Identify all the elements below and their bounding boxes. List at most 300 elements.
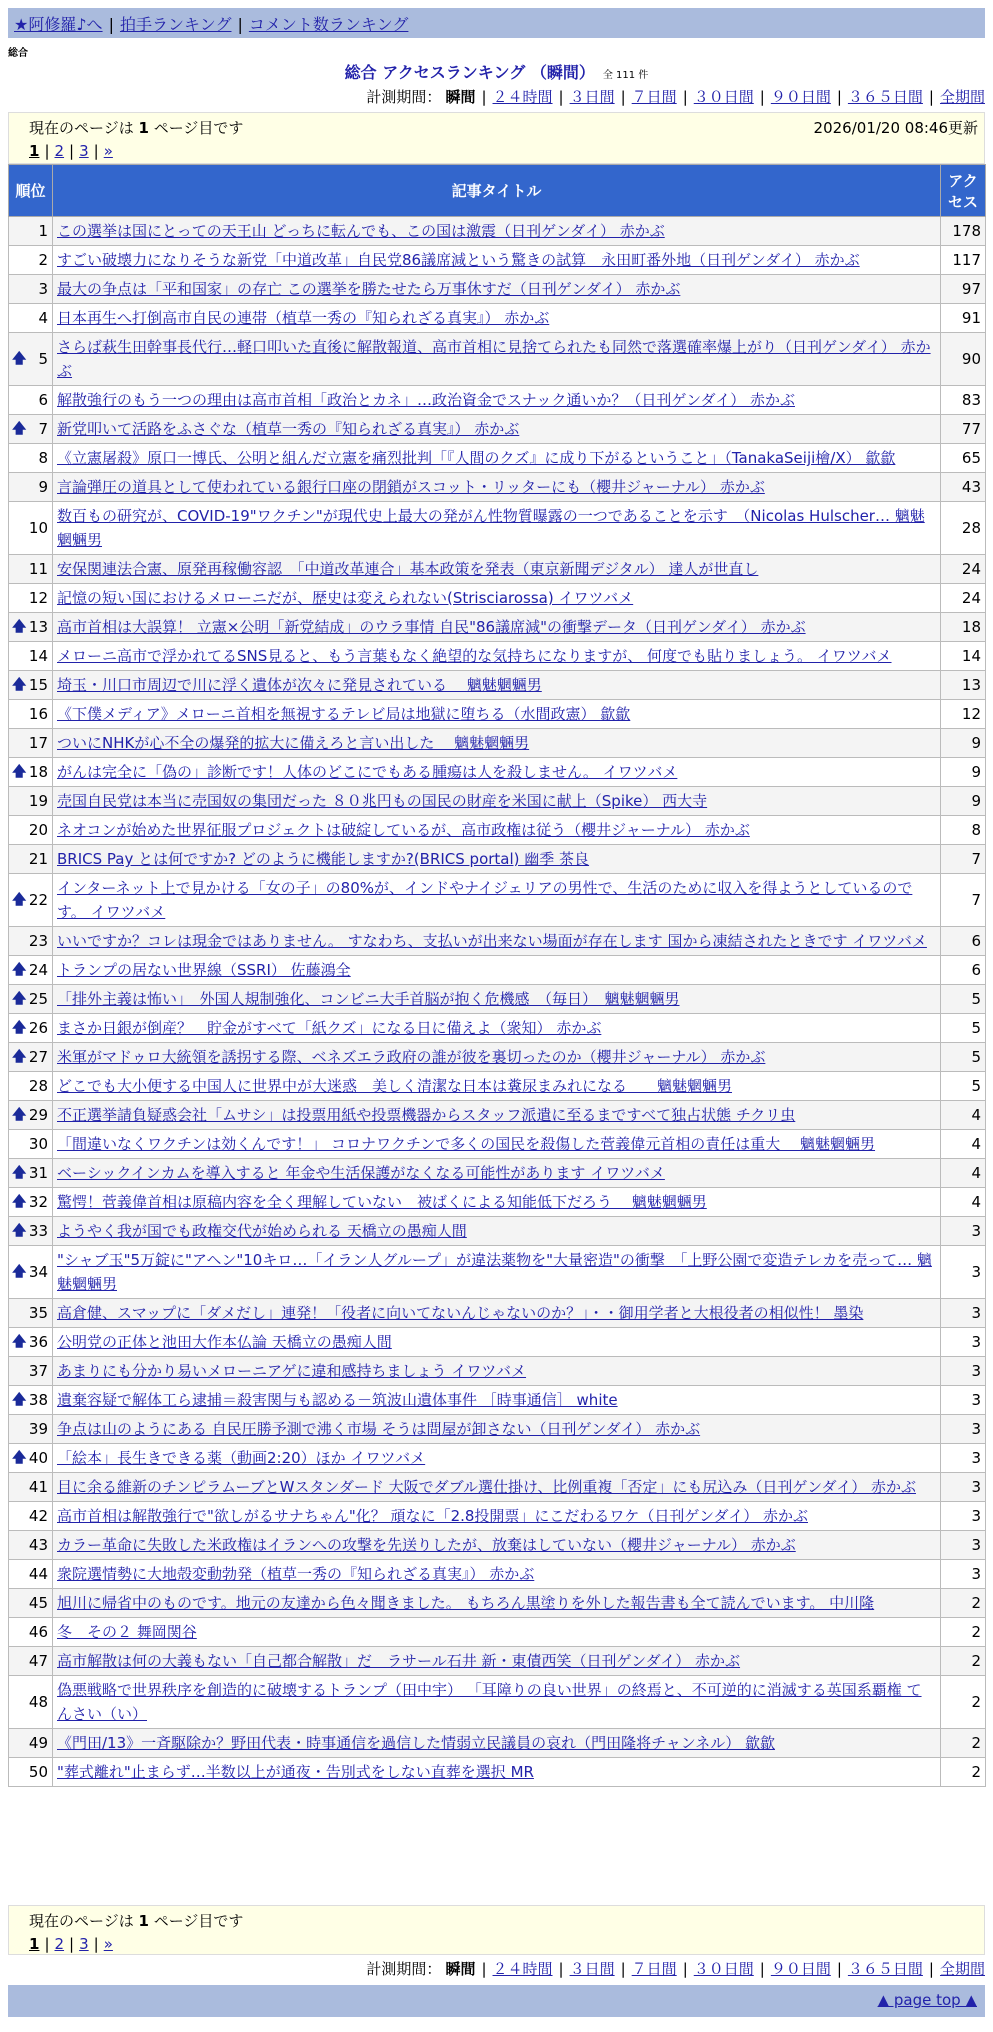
article-link[interactable]: インターネット上で見かける「女の子」の80%が、インドやナイジェリアの男性で、生活のために収入を得ようとしているのです。 イワツバメ: [57, 879, 913, 921]
page-current: 1: [29, 142, 40, 160]
access-count: 3: [941, 1357, 986, 1386]
rank-number: 48: [28, 1693, 48, 1711]
article-link[interactable]: 日本再生へ打倒高市自民の連帯（植草一秀の『知られざる真実』） 赤かぶ: [57, 309, 550, 327]
rank-number: 44: [28, 1565, 48, 1583]
access-count: 24: [941, 584, 986, 613]
rank-number: 45: [28, 1594, 48, 1612]
up-arrow-icon: 🡅: [12, 1223, 27, 1239]
table-row: [9, 642, 986, 671]
rank-cell: [9, 473, 53, 502]
period-option-link[interactable]: ７日間: [631, 1960, 677, 1978]
rank-cell: [9, 874, 53, 927]
table-row: [9, 1618, 986, 1647]
rank-cell: [9, 1014, 53, 1043]
rank-number: 37: [28, 1362, 48, 1380]
home-link[interactable]: ★阿修羅♪へ: [14, 15, 103, 34]
access-count: 3: [941, 1246, 986, 1299]
rank-number: 39: [28, 1420, 48, 1438]
up-arrow-icon: 🡅: [12, 1165, 27, 1181]
article-link[interactable]: 高倉健、スマップに「ダメだし」連発！「役者に向いてないんじゃないのか？」・・御用学者と大根役者の相似性！ 墨染: [57, 1304, 864, 1322]
rank-number: 8: [38, 449, 48, 467]
title-cell: [53, 758, 941, 787]
article-link[interactable]: 《門田/13》一斉駆除か？野田代表・時事通信を過信した情弱立民議員の哀れ（門田隆将チャンネル） 歙歙: [57, 1734, 776, 1752]
period-option-link[interactable]: 全期間: [939, 1960, 985, 1978]
rank-number: 18: [28, 763, 48, 781]
rank-cell: [9, 1043, 53, 1072]
title-cell: [53, 1444, 941, 1473]
pager-status: 現在のページは 1 ページ目です: [29, 1912, 244, 1930]
rank-cell: [9, 1357, 53, 1386]
access-count: 2: [941, 1758, 986, 1787]
table-row: [9, 584, 986, 613]
rank-number: 23: [28, 932, 48, 950]
title-cell: [53, 729, 941, 758]
article-link[interactable]: カラー革命に失敗した米政権はイランへの攻撃を先送りしたが、放棄はしていない（櫻井ジャーナル） 赤かぶ: [57, 1536, 796, 1554]
rank-cell: [9, 1386, 53, 1415]
title-cell: [53, 1188, 941, 1217]
article-link[interactable]: "葬式離れ"止まらず…半数以上が通夜・告別式をしない直葬を選択 MR: [57, 1763, 534, 1781]
up-arrow-icon: 🡅: [12, 1334, 27, 1350]
article-link[interactable]: 最大の争点は「平和国家」の存亡 この選挙を勝たせたら万事休すだ（日刊ゲンダイ） 赤かぶ: [57, 280, 681, 298]
access-count: 4: [941, 1159, 986, 1188]
ranking-title: 総合 アクセスランキング （瞬間）: [344, 63, 595, 82]
access-count: 4: [941, 1101, 986, 1130]
table-row: [9, 985, 986, 1014]
clap-ranking-link[interactable]: 拍手ランキング: [119, 15, 232, 34]
article-link[interactable]: 目に余る維新のチンピラムーブとWスタンダード 大阪でダブル選仕掛け、比例重複「否定」にも尻込み（日刊ゲンダイ） 赤かぶ: [57, 1478, 916, 1496]
article-link[interactable]: がんは完全に「偽の」診断です！人体のどこにでもある腫瘍は人を殺しません。 イワツバメ: [57, 763, 678, 781]
period-separator: |: [759, 88, 765, 106]
rank-cell: [9, 1299, 53, 1328]
rank-cell: [9, 1444, 53, 1473]
access-count: 3: [941, 1502, 986, 1531]
access-count: 77: [941, 415, 986, 444]
period-option-link[interactable]: ３日間: [569, 88, 615, 106]
table-row: [9, 1676, 986, 1729]
table-row: [9, 700, 986, 729]
table-row: [9, 1647, 986, 1676]
top-nav-bar: ★阿修羅♪へ | 拍手ランキング | コメント数ランキング: [8, 8, 985, 38]
table-row: [9, 874, 986, 927]
table-row: [9, 1188, 986, 1217]
period-label: 計測期間：: [366, 88, 442, 106]
rank-cell: [9, 758, 53, 787]
article-link[interactable]: 驚愕！菅義偉首相は原稿内容を全く理解していない 被ばくによる知能低下だろう 魑魅魍魎男: [57, 1193, 707, 1211]
period-option-link[interactable]: ２４時間: [492, 1960, 553, 1978]
article-link[interactable]: "シャブ玉"5万錠に"アヘン"10キロ…「イラン人グループ」が違法薬物を"大量密造"の衝撃 「上野公園で変造テレカを売って… 魑魅魍魎男: [57, 1251, 932, 1293]
up-arrow-icon: 🡅: [12, 421, 27, 437]
period-option-link[interactable]: ２４時間: [492, 88, 553, 106]
rank-cell: [9, 1758, 53, 1787]
rank-cell: [9, 1188, 53, 1217]
title-cell: [53, 1531, 941, 1560]
page-current: 1: [29, 1935, 40, 1953]
title-cell: [53, 584, 941, 613]
article-link[interactable]: ついにNHKが心不全の爆発的拡大に備えろと言い出した 魑魅魍魎男: [57, 734, 530, 752]
title-cell: [53, 787, 941, 816]
article-link[interactable]: 遺棄容疑で解体工ら逮捕＝殺害関与も認める－筑波山遺体事件 ［時事通信］ white: [57, 1391, 618, 1409]
article-link[interactable]: 衆院選情勢に大地殻変動勃発（植草一秀の『知られざる真実』） 赤かぶ: [57, 1565, 535, 1583]
rank-number: 34: [28, 1263, 48, 1281]
article-link[interactable]: 埼玉・川口市周辺で川に浮く遺体が次々に発見されている 魑魅魍魎男: [57, 676, 542, 694]
access-count: 2: [941, 1589, 986, 1618]
period-separator: |: [558, 88, 564, 106]
current-page-number: 1: [138, 1912, 149, 1930]
table-row: [9, 275, 986, 304]
up-arrow-icon: 🡅: [12, 991, 27, 1007]
access-count: 3: [941, 1328, 986, 1357]
rank-number: 41: [28, 1478, 48, 1496]
item-count: 全 111 件: [602, 70, 649, 81]
table-row: [9, 1386, 986, 1415]
table-row: [9, 1502, 986, 1531]
article-link[interactable]: 高市首相は大誤算！ 立憲×公明「新党結成」のウラ事情 自民"86議席減"の衝撃データ（日刊ゲンダイ） 赤かぶ: [57, 618, 806, 636]
rank-cell: [9, 927, 53, 956]
article-link[interactable]: 売国自民党は本当に売国奴の集団だった ８０兆円もの国民の財産を米国に献上（Spike） 西大寺: [57, 792, 708, 810]
table-row: [9, 1043, 986, 1072]
rank-number: 22: [28, 891, 48, 909]
title-cell: [53, 1328, 941, 1357]
period-separator: |: [928, 1960, 934, 1978]
rank-number: 4: [38, 309, 48, 327]
article-link[interactable]: 「排外主義は怖い」 外国人規制強化、コンビニ大手首脳が抱く危機感 （毎日） 魑魅魍魎男: [57, 990, 680, 1008]
access-count: 178: [941, 217, 986, 246]
article-link[interactable]: 不正選挙請負疑惑会社「ムサシ」は投票用紙や投票機器からスタッフ派遣に至るまですべて独占状態 チクリ虫: [57, 1106, 796, 1124]
table-row: [9, 246, 986, 275]
title-cell: [53, 1473, 941, 1502]
rank-cell: [9, 956, 53, 985]
rank-number: 30: [28, 1135, 48, 1153]
ranking-table: [8, 164, 986, 1787]
article-link[interactable]: どこでも大小便する中国人に世界中が大迷惑 美しく清潔な日本は糞尿まみれになる 魑魅魍魎男: [57, 1077, 733, 1095]
rank-number: 20: [28, 821, 48, 839]
article-link[interactable]: トランプの居ない世界線（SSRI） 佐藤鴻全: [57, 961, 351, 979]
article-link[interactable]: 「絵本」長生きできる薬（動画2:20）ほか イワツバメ: [57, 1449, 426, 1467]
rank-number: 26: [28, 1019, 48, 1037]
title-cell: [53, 1647, 941, 1676]
next-page-link[interactable]: »: [103, 142, 113, 160]
title-cell: [53, 1043, 941, 1072]
period-option-link[interactable]: ３日間: [569, 1960, 615, 1978]
period-separator: |: [620, 88, 626, 106]
rank-number: 1: [38, 222, 48, 240]
article-link[interactable]: メローニ高市で浮かれてるSNS見ると、もう言葉もなく絶望的な気持ちになりますが、 何度でも貼りましょう。 イワツバメ: [57, 647, 892, 665]
table-row: [9, 1246, 986, 1299]
rank-number: 21: [28, 850, 48, 868]
table-row: [9, 1531, 986, 1560]
access-count: 9: [941, 758, 986, 787]
article-link[interactable]: いいですか？コレは現金ではありません。 すなわち、支払いが出来ない場面が存在します 国から凍結されたときです イワツバメ: [57, 932, 927, 950]
rank-number: 28: [28, 1077, 48, 1095]
article-link[interactable]: ベーシックインカムを導入すると 年金や生活保護がなくなる可能性があります イワツバメ: [57, 1164, 665, 1182]
rank-number: 2: [38, 251, 48, 269]
article-link[interactable]: 冬 その２ 舞岡関谷: [57, 1623, 197, 1641]
table-row: [9, 1159, 986, 1188]
title-cell: [53, 956, 941, 985]
up-arrow-icon: 🡅: [12, 962, 27, 978]
rank-number: 33: [28, 1222, 48, 1240]
period-option-link[interactable]: ９０日間: [770, 88, 831, 106]
rank-number: 50: [28, 1763, 48, 1781]
article-link[interactable]: 公明党の正体と池田大作本仏論 天橋立の愚痴人間: [57, 1333, 392, 1351]
period-separator: |: [620, 1960, 626, 1978]
access-count: 117: [941, 246, 986, 275]
article-link[interactable]: 《立憲屠殺》原口一博氏、公明と組んだ立憲を痛烈批判「『人間のクズ』に成り下がるということ」（TanakaSeiji檜/X） 歙歙: [57, 449, 896, 467]
next-page-link[interactable]: »: [103, 1935, 113, 1953]
period-separator: |: [682, 88, 688, 106]
article-link[interactable]: すごい破壊力になりそうな新党「中道改革」自民党86議席減という驚きの試算 永田町番外地（日刊ゲンダイ） 赤かぶ: [57, 251, 860, 269]
article-link[interactable]: 《下僕メディア》メローニ首相を無視するテレビ局は地獄に堕ちる（水間政憲） 歙歙: [57, 705, 631, 723]
access-count: 7: [941, 874, 986, 927]
table-row: [9, 1072, 986, 1101]
up-arrow-icon: 🡅: [12, 1020, 27, 1036]
article-link[interactable]: あまりにも分かり易いメローニアゲに違和感持ちましょう イワツバメ: [57, 1362, 527, 1380]
access-count: 14: [941, 642, 986, 671]
title-cell: [53, 1217, 941, 1246]
title-cell: [53, 874, 941, 927]
article-link[interactable]: 安保関連法合憲、原発再稼働容認 「中道改革連合」基本政策を発表（東京新聞デジタル） 達人が世直し: [57, 560, 759, 578]
up-arrow-icon: 🡅: [12, 1107, 27, 1123]
rank-cell: [9, 700, 53, 729]
table-row: [9, 217, 986, 246]
article-link[interactable]: 解散強行のもう一つの理由は高市首相「政治とカネ」…政治資金でスナック通いか？（日刊ゲンダイ） 赤かぶ: [57, 391, 795, 409]
rank-number: 9: [38, 478, 48, 496]
rank-cell: [9, 1676, 53, 1729]
rank-number: 3: [38, 280, 48, 298]
title-cell: [53, 1560, 941, 1589]
access-count: 12: [941, 700, 986, 729]
article-link[interactable]: 米軍がマドゥロ大統領を誘拐する際、ベネズエラ政府の誰が彼を裏切ったのか（櫻井ジャーナル） 赤かぶ: [57, 1048, 766, 1066]
rank-cell: [9, 845, 53, 874]
access-count: 3: [941, 1531, 986, 1560]
table-row: [9, 1729, 986, 1758]
table-row: [9, 613, 986, 642]
rank-number: 49: [28, 1734, 48, 1752]
title-cell: [53, 1246, 941, 1299]
page-link[interactable]: 3: [79, 1935, 89, 1953]
title-cell: [53, 1676, 941, 1729]
rank-number: 27: [28, 1048, 48, 1066]
access-count: 5: [941, 1043, 986, 1072]
access-count: 3: [941, 1444, 986, 1473]
page-link[interactable]: 3: [79, 142, 89, 160]
rank-cell: [9, 1101, 53, 1130]
table-row: [9, 444, 986, 473]
period-option-link[interactable]: ３０日間: [693, 88, 754, 106]
pager-bottom: [8, 1905, 985, 1955]
rank-number: 13: [28, 618, 48, 636]
rank-cell: [9, 1217, 53, 1246]
rank-cell: [9, 444, 53, 473]
comment-ranking-link[interactable]: コメント数ランキング: [248, 15, 409, 34]
period-option-current: 瞬間: [445, 88, 476, 106]
rank-cell: [9, 1729, 53, 1758]
current-page-number: 1: [138, 119, 149, 137]
access-count: 3: [941, 1386, 986, 1415]
rank-number: 36: [28, 1333, 48, 1351]
rank-number: 29: [28, 1106, 48, 1124]
category-label: 総合: [8, 48, 28, 59]
rank-cell: [9, 555, 53, 584]
title-cell: [53, 555, 941, 584]
access-count: 6: [941, 927, 986, 956]
table-row: [9, 1357, 986, 1386]
period-separator: |: [836, 1960, 842, 1978]
article-link[interactable]: ネオコンが始めた世界征服プロジェクトは破綻しているが、高市政権は従う（櫻井ジャーナル） 赤かぶ: [57, 821, 750, 839]
article-link[interactable]: ようやく我が国でも政権交代が始められる 天橋立の愚痴人間: [57, 1222, 467, 1240]
page-links: 1 | 2 | 3 | »: [29, 1935, 113, 1953]
title-cell: [53, 845, 941, 874]
title-cell: [53, 217, 941, 246]
article-link[interactable]: BRICS Pay とは何ですか? どのように機能しますか?(BRICS portal) 幽季 茶良: [57, 850, 590, 868]
table-row: [9, 787, 986, 816]
table-row: [9, 1589, 986, 1618]
rank-cell: [9, 584, 53, 613]
title-cell: [53, 415, 941, 444]
rank-cell: [9, 642, 53, 671]
article-link[interactable]: 偽悪戦略で世界秩序を創造的に破壊するトランプ（田中宇） 「耳障りの良い世界」の終焉と、不可逆的に消滅する英国系覇権 てんさい（い）: [57, 1681, 922, 1723]
article-link[interactable]: 数百もの研究が、COVID-19"ワクチン"が現代史上最大の発がん性物質曝露の一つであることを示す （Nicolas Hulscher… 魑魅魍魎男: [57, 507, 925, 549]
rank-number: 40: [28, 1449, 48, 1467]
period-option-current: 瞬間: [445, 1960, 476, 1978]
period-option-link[interactable]: ９０日間: [770, 1960, 831, 1978]
access-count: 5: [941, 985, 986, 1014]
title-cell: [53, 1159, 941, 1188]
table-header-row: [9, 165, 986, 217]
access-count: 3: [941, 1217, 986, 1246]
page-top-link[interactable]: ▲ page top ▲: [877, 1991, 977, 2009]
title-cell: [53, 1072, 941, 1101]
rank-cell: [9, 502, 53, 555]
access-count: 43: [941, 473, 986, 502]
rank-number: 15: [28, 676, 48, 694]
access-count: 9: [941, 787, 986, 816]
article-link[interactable]: 新党叩いて活路をふさぐな（植草一秀の『知られざる真実』） 赤かぶ: [57, 420, 520, 438]
title-cell: [53, 613, 941, 642]
rank-number: 10: [28, 519, 48, 537]
article-link[interactable]: まさか日銀が倒産？ 貯金がすべて「紙クズ」になる日に備えよ（衆知） 赤かぶ: [57, 1019, 602, 1037]
table-row: [9, 1473, 986, 1502]
table-row: [9, 1101, 986, 1130]
up-arrow-icon: 🡅: [12, 1049, 27, 1065]
rank-cell: [9, 1531, 53, 1560]
title-cell: [53, 671, 941, 700]
table-row: [9, 1014, 986, 1043]
rank-cell: [9, 1647, 53, 1676]
table-row: [9, 386, 986, 415]
page-links: 1 | 2 | 3 | »: [29, 142, 113, 160]
access-count: 5: [941, 1014, 986, 1043]
rank-number: 38: [28, 1391, 48, 1409]
table-row: [9, 845, 986, 874]
title-cell: [53, 1618, 941, 1647]
table-row: [9, 304, 986, 333]
rank-number: 17: [28, 734, 48, 752]
page-link[interactable]: 2: [54, 142, 65, 160]
title-cell: [53, 275, 941, 304]
rank-number: 47: [28, 1652, 48, 1670]
title-cell: [53, 444, 941, 473]
article-link[interactable]: 旭川に帰省中のものです。地元の友達から色々聞きました。 もちろん黒塗りを外した報告書も全て読んでいます。 中川隆: [57, 1594, 875, 1612]
rank-cell: [9, 1415, 53, 1444]
rank-cell: [9, 1618, 53, 1647]
access-count: 4: [941, 1130, 986, 1159]
rank-cell: [9, 386, 53, 415]
article-link[interactable]: 高市首相は解散強行で"欲しがるサナちゃん"化？ 頑なに「2.8投開票」にこだわるワケ（日刊ゲンダイ） 赤かぶ: [57, 1507, 808, 1525]
rank-number: 31: [28, 1164, 48, 1182]
title-cell: [53, 502, 941, 555]
article-link[interactable]: 「間違いなくワクチンは効くんです！」 コロナワクチンで多くの国民を殺傷した菅義偉元首相の責任は重大 魑魅魍魎男: [57, 1135, 876, 1153]
rank-cell: [9, 1130, 53, 1159]
article-link[interactable]: さらば萩生田幹事長代行…軽口叩いた直後に解散報道、高市首相に見捨てられたも同然で落選確率爆上がり（日刊ゲンダイ） 赤かぶ: [57, 338, 931, 380]
article-link[interactable]: この選挙は国にとっての天王山 どっちに転んでも、この国は激震（日刊ゲンダイ） 赤かぶ: [57, 222, 665, 240]
rank-cell: [9, 729, 53, 758]
rank-cell: [9, 304, 53, 333]
title-cell: [53, 1502, 941, 1531]
period-option-link[interactable]: ３０日間: [693, 1960, 754, 1978]
rank-number: 6: [38, 391, 48, 409]
rank-cell: [9, 985, 53, 1014]
access-count: 3: [941, 1473, 986, 1502]
access-count: 4: [941, 1188, 986, 1217]
period-option-link[interactable]: ７日間: [631, 88, 677, 106]
rank-cell: [9, 816, 53, 845]
update-timestamp: 2026/01/20 08:46更新: [813, 119, 978, 137]
period-separator: |: [836, 88, 842, 106]
period-option-link[interactable]: 全期間: [939, 88, 985, 106]
access-count: 18: [941, 613, 986, 642]
period-separator: |: [481, 1960, 487, 1978]
rank-number: 14: [28, 647, 48, 665]
rank-cell: [9, 1159, 53, 1188]
rank-cell: [9, 787, 53, 816]
title-cell: [53, 1415, 941, 1444]
article-link[interactable]: 言論弾圧の道具として使われている銀行口座の閉鎖がスコット・リッターにも（櫻井ジャーナル） 赤かぶ: [57, 478, 765, 496]
article-link[interactable]: 高市解散は何の大義もない「自己都合解散」だ ラサール石井 新・東債西笑（日刊ゲンダイ） 赤かぶ: [57, 1652, 741, 1670]
rank-cell: [9, 1473, 53, 1502]
pager-status: 現在のページは 1 ページ目です: [29, 119, 244, 137]
access-count: 97: [941, 275, 986, 304]
period-separator: |: [558, 1960, 564, 1978]
article-link[interactable]: 争点は山のようにある 自民圧勝予測で沸く市場 そうは問屋が卸さない（日刊ゲンダイ） 赤かぶ: [57, 1420, 701, 1438]
table-row: [9, 729, 986, 758]
period-separator: |: [682, 1960, 688, 1978]
access-count: 9: [941, 729, 986, 758]
table-row: [9, 1758, 986, 1787]
access-count: 83: [941, 386, 986, 415]
period-option-link[interactable]: ３６５日間: [847, 88, 923, 106]
table-row: [9, 671, 986, 700]
pager-top: [8, 112, 985, 164]
table-row: [9, 1130, 986, 1159]
access-count: 8: [941, 816, 986, 845]
page-link[interactable]: 2: [54, 1935, 65, 1953]
title-cell: [53, 816, 941, 845]
up-arrow-icon: 🡅: [12, 677, 27, 693]
rank-cell: [9, 415, 53, 444]
rank-cell: [9, 246, 53, 275]
rank-cell: [9, 333, 53, 386]
title-cell: [53, 1758, 941, 1787]
access-count: 24: [941, 555, 986, 584]
access-count: 65: [941, 444, 986, 473]
table-row: [9, 415, 986, 444]
rank-cell: [9, 275, 53, 304]
access-count: 2: [941, 1729, 986, 1758]
period-option-link[interactable]: ３６５日間: [847, 1960, 923, 1978]
period-separator: |: [928, 88, 934, 106]
article-link[interactable]: 記憶の短い国におけるメローニだが、歴史は変えられない(Strisciarossa) イワツバメ: [57, 589, 634, 607]
